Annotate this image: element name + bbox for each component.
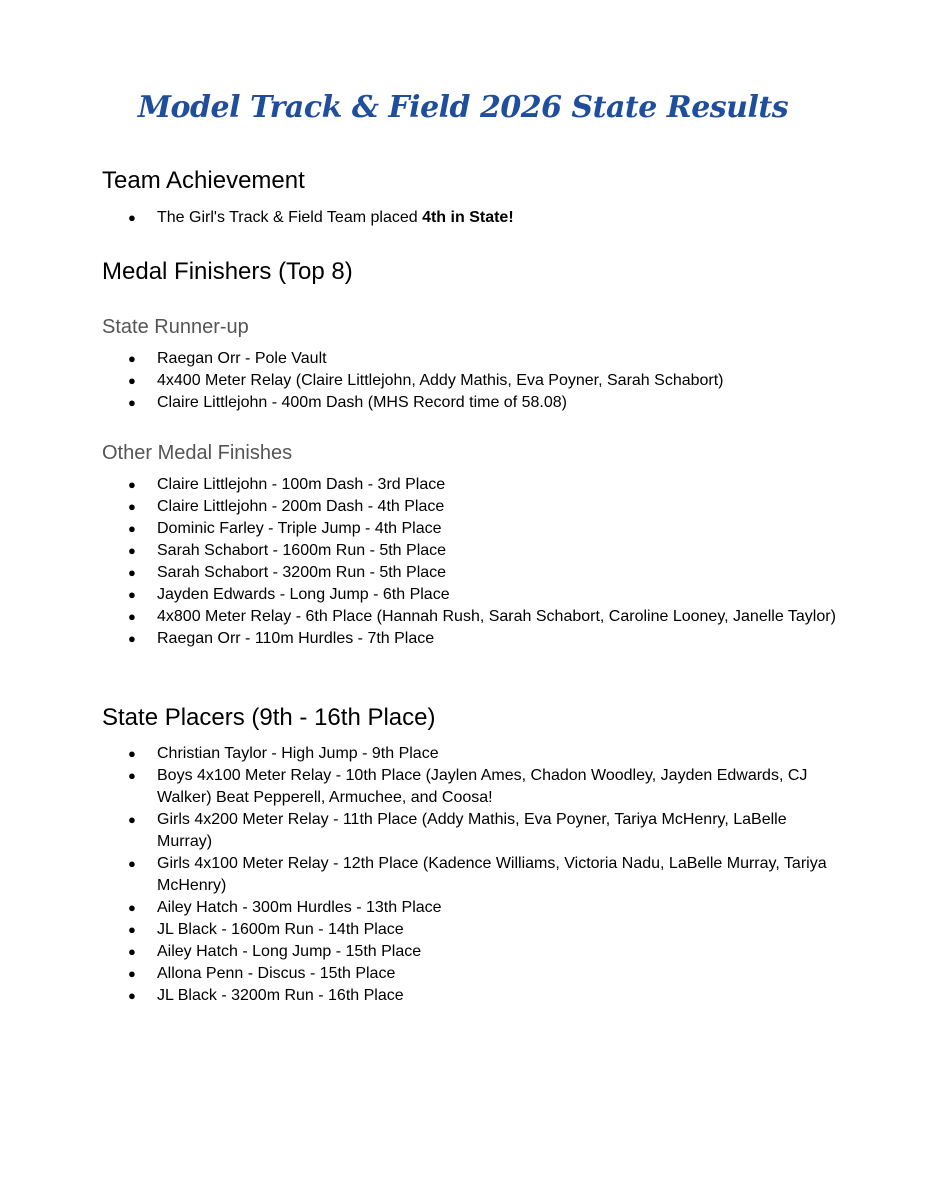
list-item-text: Girls 4x200 Meter Relay - 11th Place (Addy Mathis, Eva Poyner, Tariya McHenry, LaBelle Murray): [157, 811, 787, 850]
bullet-icon: ●: [128, 768, 136, 783]
list-item-text: 4x400 Meter Relay (Claire Littlejohn, Addy Mathis, Eva Poyner, Sarah Schabort): [157, 372, 724, 389]
list-item: [0, 207, 837, 229]
document-title: Model Track & Field 2026 State Results: [137, 90, 789, 125]
list-item-text: Boys 4x100 Meter Relay - 10th Place (Jaylen Ames, Chadon Woodley, Jayden Edwards, CJ Walker) Beat Pepperell, Armuchee, and Coosa!: [157, 767, 808, 806]
bullet-icon: ●: [128, 351, 136, 366]
bullet-icon: ●: [128, 966, 136, 981]
list-item-text: Sarah Schabort - 3200m Run - 5th Place: [157, 564, 447, 581]
bullet-icon: ●: [128, 812, 136, 827]
list-item-text: Christian Taylor - High Jump - 9th Place: [157, 745, 439, 762]
bullet-icon: ●: [128, 373, 136, 388]
list-item-text: Sarah Schabort - 1600m Run - 5th Place: [157, 542, 447, 559]
list-item: [0, 518, 837, 540]
list-item: [0, 606, 837, 628]
bullet-icon: ●: [128, 988, 136, 1003]
bullet-icon: ●: [128, 944, 136, 959]
bullet-icon: ●: [128, 210, 136, 225]
list-item: [0, 765, 837, 809]
team-achievement-list: [0, 207, 926, 229]
list-item: [0, 474, 837, 496]
list-item: [0, 919, 837, 941]
bullet-icon: ●: [128, 565, 136, 580]
heading-medal-finishers: Medal Finishers (Top 8): [102, 258, 353, 285]
list-item-text: Ailey Hatch - Long Jump - 15th Place: [157, 943, 422, 960]
bullet-icon: ●: [128, 856, 136, 871]
list-item: [0, 941, 837, 963]
team-item-bold: 4th in State!: [422, 209, 514, 226]
bullet-icon: ●: [128, 922, 136, 937]
list-item-text: JL Black - 3200m Run - 16th Place: [157, 987, 404, 1004]
bullet-icon: ●: [128, 900, 136, 915]
list-item: [0, 853, 837, 897]
list-item-text: Ailey Hatch - 300m Hurdles - 13th Place: [157, 899, 442, 916]
bullet-icon: ●: [128, 631, 136, 646]
subheading-state-runner-up: State Runner-up: [102, 316, 249, 338]
bullet-icon: ●: [128, 587, 136, 602]
subheading-other-medal-finishes: Other Medal Finishes: [102, 442, 293, 464]
team-item-text: The Girl's Track & Field Team placed: [157, 209, 423, 226]
list-item: [0, 628, 837, 650]
bullet-icon: ●: [128, 609, 136, 624]
list-item-text: Claire Littlejohn - 400m Dash (MHS Record time of 58.08): [157, 394, 567, 411]
list-item: [0, 496, 837, 518]
list-item: [0, 562, 837, 584]
list-item: [0, 584, 837, 606]
list-item-text: Raegan Orr - 110m Hurdles - 7th Place: [157, 630, 435, 647]
bullet-icon: ●: [128, 746, 136, 761]
state-placers-list: [0, 743, 926, 1007]
list-item: [0, 743, 837, 765]
bullet-icon: ●: [128, 477, 136, 492]
list-item: [0, 985, 837, 1007]
list-item-text: Claire Littlejohn - 100m Dash - 3rd Place: [157, 476, 446, 493]
bullet-icon: ●: [128, 395, 136, 410]
bullet-icon: ●: [128, 521, 136, 536]
list-item: [0, 370, 837, 392]
list-item-text: Jayden Edwards - Long Jump - 6th Place: [157, 586, 450, 603]
list-item-text: Dominic Farley - Triple Jump - 4th Place: [157, 520, 442, 537]
bullet-icon: ●: [128, 543, 136, 558]
list-item: [0, 540, 837, 562]
list-item-text: Claire Littlejohn - 200m Dash - 4th Place: [157, 498, 445, 515]
bullet-icon: ●: [128, 499, 136, 514]
list-item-text: JL Black - 1600m Run - 14th Place: [157, 921, 404, 938]
list-item-text: Allona Penn - Discus - 15th Place: [157, 965, 396, 982]
list-item: [0, 897, 837, 919]
heading-state-placers: State Placers (9th - 16th Place): [102, 704, 436, 731]
list-item: [0, 963, 837, 985]
list-item-text: 4x800 Meter Relay - 6th Place (Hannah Rush, Sarah Schabort, Caroline Looney, Janelle Taylor): [157, 608, 836, 625]
heading-team-achievement: Team Achievement: [102, 167, 305, 194]
list-item: [0, 392, 837, 414]
runner-up-list: [0, 348, 926, 414]
list-item: [0, 809, 837, 853]
other-medal-list: [0, 474, 926, 650]
list-item-text: Girls 4x100 Meter Relay - 12th Place (Kadence Williams, Victoria Nadu, LaBelle Murray, Tariya McHenry): [157, 855, 827, 894]
list-item: [0, 348, 837, 370]
list-item-text: Raegan Orr - Pole Vault: [157, 350, 327, 367]
